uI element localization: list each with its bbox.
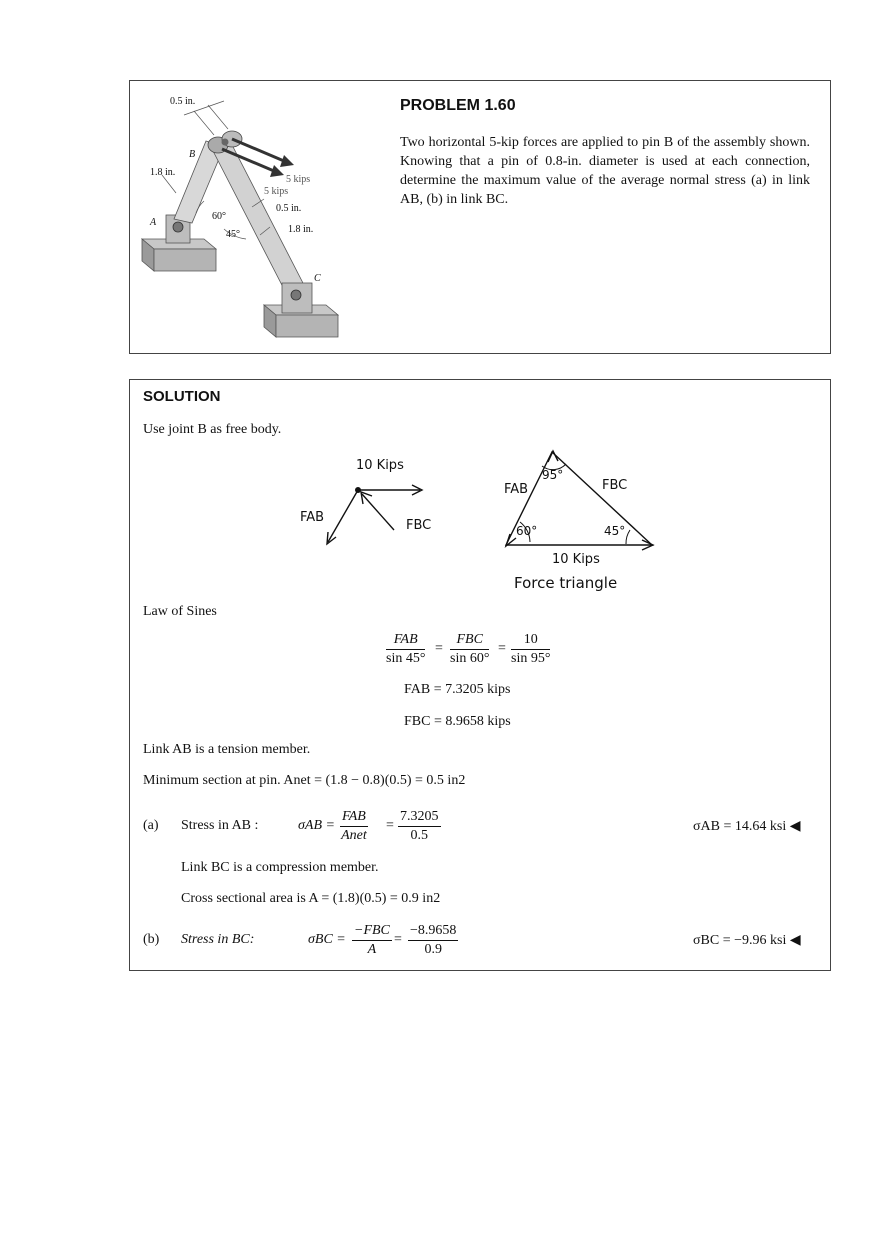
part-b-answer: σBC = −9.96 ksi ◀ [693, 933, 801, 948]
eq1-equals-1: = [435, 641, 443, 656]
part-a-frac-2 [398, 808, 441, 845]
triangle-fbc-label: FBC [602, 478, 628, 493]
part-a-text: Stress in AB : [181, 818, 259, 833]
label-angle-c: 45° [226, 229, 240, 240]
eq1-frac-1 [386, 631, 425, 668]
label-left-width: 1.8 in. [150, 167, 176, 178]
problem-title: PROBLEM 1.60 [400, 97, 516, 114]
part-b-frac2-num: −8.9658 [408, 922, 458, 941]
label-bc-width: 1.8 in. [288, 224, 314, 235]
part-a-frac1-num: FAB [340, 808, 368, 827]
eq1-num-3: 10 [511, 631, 550, 650]
eq1-frac-2 [450, 631, 489, 668]
part-b-frac-2 [408, 922, 458, 959]
part-b-frac1-num: −FBC [352, 922, 392, 941]
part-b-text: Stress in BC: [181, 932, 255, 947]
problem-text: Two horizontal 5-kip forces are applied to pin B of the assembly shown. Knowing that a pin of 0.8-in. diameter is used at each connection, determine the maximum value of the average normal stress (a) in link AB, (b) in link BC. [400, 135, 810, 207]
assembly-figure [134, 89, 362, 345]
part-b-frac-1 [352, 922, 392, 959]
part-a-answer: σAB = 14.64 ksi ◀ [693, 819, 801, 834]
part-b-sigma: σBC = [308, 932, 346, 947]
label-point-b: B [189, 149, 196, 160]
problem-box [129, 80, 831, 354]
eq1-num-1: FAB [386, 631, 425, 650]
triangle-base-label: 10 Kips [552, 552, 600, 567]
label-top-width: 0.5 in. [170, 96, 196, 107]
compression-statement: Link BC is a compression member. [181, 860, 379, 875]
triangle-angle-left: 60° [516, 524, 538, 538]
part-b-frac2-den: 0.9 [424, 942, 442, 957]
eq1-equals-2: = [498, 641, 506, 656]
min-section-statement: Minimum section at pin. Anet = (1.8 − 0.8)(0.5) = 0.5 in2 [143, 773, 466, 788]
fab-result: FAB = 7.3205 kips [404, 682, 511, 697]
label-point-a: A [150, 217, 157, 228]
fbd-force-label: 10 Kips [356, 458, 404, 473]
label-force-2: 5 kips [264, 186, 289, 197]
solution-box [129, 379, 831, 971]
triangle-angle-right: 45° [604, 524, 626, 538]
part-a-sigma: σAB = [298, 818, 335, 833]
label-point-c: C [314, 273, 321, 284]
label-bc-thickness: 0.5 in. [276, 203, 302, 214]
fbd-fbc-label: FBC [406, 518, 432, 533]
part-a-label: (a) [143, 818, 159, 833]
triangle-caption: Force triangle [514, 574, 618, 592]
label-angle-a: 60° [212, 211, 226, 222]
part-a-equals: = [386, 818, 394, 833]
part-b-label: (b) [143, 932, 160, 947]
triangle-angle-top: 95° [542, 468, 564, 482]
eq1-den-3: sin 95° [511, 651, 551, 666]
label-force-1: 5 kips [286, 174, 311, 185]
part-a-frac2-den: 0.5 [410, 828, 428, 843]
solution-heading: SOLUTION [143, 388, 221, 405]
part-a-frac1-den: Anet [341, 828, 367, 843]
triangle-fab-label: FAB [504, 482, 529, 497]
part-b-equals: = [394, 932, 402, 947]
cross-section-statement: Cross sectional area is A = (1.8)(0.5) = 0.9 in2 [181, 891, 441, 906]
part-a-frac-1 [340, 808, 368, 845]
eq1-frac-3 [511, 631, 550, 668]
eq1-den-1: sin 45° [386, 651, 426, 666]
solution-intro: Use joint B as free body. [143, 422, 282, 437]
eq1-den-2: sin 60° [450, 651, 490, 666]
fbd-fab-label: FAB [300, 510, 325, 525]
fbc-result: FBC = 8.9658 kips [404, 714, 511, 729]
law-of-sines-label: Law of Sines [143, 604, 217, 619]
tension-statement: Link AB is a tension member. [143, 742, 311, 757]
part-a-frac2-num: 7.3205 [398, 808, 441, 827]
eq1-num-2: FBC [450, 631, 489, 650]
part-b-frac1-den: A [367, 942, 377, 957]
